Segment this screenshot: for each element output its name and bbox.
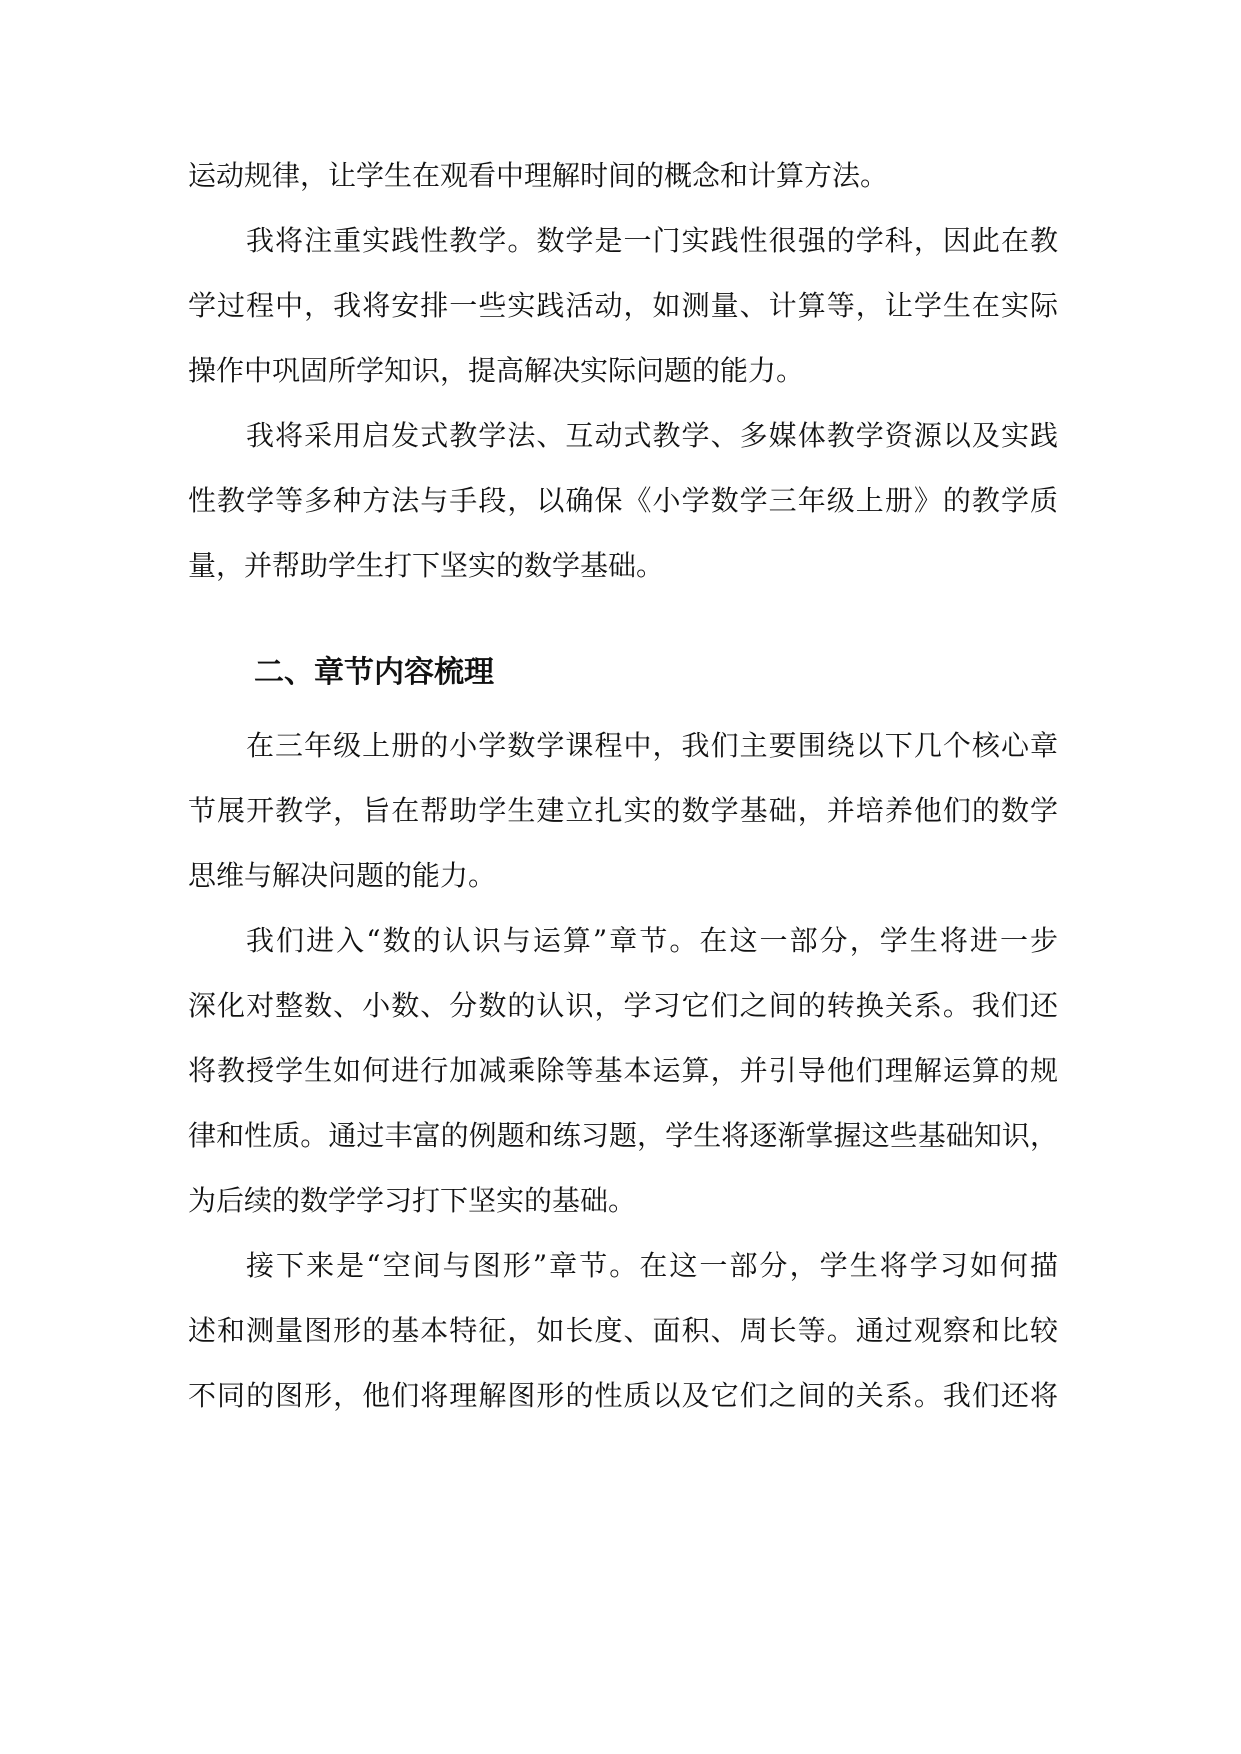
text-line: 运动规律，让学生在观看中理解时间的概念和计算方法。 [188,159,889,192]
text-line: 性教学等多种方法与手段，以确保《小学数学三年级上册》的教学质 [188,484,1058,517]
text-line: 我们进入“数的认识与运算”章节。在这一部分，学生将进一步 [246,924,1058,957]
text-line: 接下来是“空间与图形”章节。在这一部分，学生将学习如何描 [246,1249,1058,1282]
paragraph-teaching-methods [188,403,1058,598]
text-line: 在三年级上册的小学数学课程中，我们主要围绕以下几个核心章 [246,729,1058,762]
text-line: 为后续的数学学习打下坚实的基础。 [188,1184,637,1217]
text-line: 我将采用启发式教学法、互动式教学、多媒体教学资源以及实践 [246,419,1058,452]
paragraph-chapter-overview [188,713,1058,908]
document-body [188,143,1058,1428]
section-heading: 二、章节内容梳理 [254,655,494,690]
paragraph-practice-teaching [188,208,1058,403]
text-line: 不同的图形，他们将理解图形的性质以及它们之间的关系。我们还将 [188,1379,1058,1412]
text-line: 节展开教学，旨在帮助学生建立扎实的数学基础，并培养他们的数学 [188,794,1058,827]
text-line: 律和性质。通过丰富的例题和练习题，学生将逐渐掌握这些基础知识， [188,1119,1058,1152]
text-line: 深化对整数、小数、分数的认识，学习它们之间的转换关系。我们还 [188,989,1058,1022]
text-line: 操作中巩固所学知识，提高解决实际问题的能力。 [188,354,805,387]
text-line: 思维与解决问题的能力。 [188,859,497,892]
paragraph-numbers-operations [188,908,1058,1233]
text-line: 将教授学生如何进行加减乘除等基本运算，并引导他们理解运算的规 [188,1054,1058,1087]
text-line: 述和测量图形的基本特征，如长度、面积、周长等。通过观察和比较 [188,1314,1058,1347]
text-line: 学过程中，我将安排一些实践活动，如测量、计算等，让学生在实际 [188,289,1058,322]
paragraph-space-shapes [188,1233,1058,1428]
paragraph-continuation [188,143,1058,208]
text-line: 我将注重实践性教学。数学是一门实践性很强的学科，因此在教 [246,224,1058,257]
text-line: 量，并帮助学生打下坚实的数学基础。 [188,549,665,582]
